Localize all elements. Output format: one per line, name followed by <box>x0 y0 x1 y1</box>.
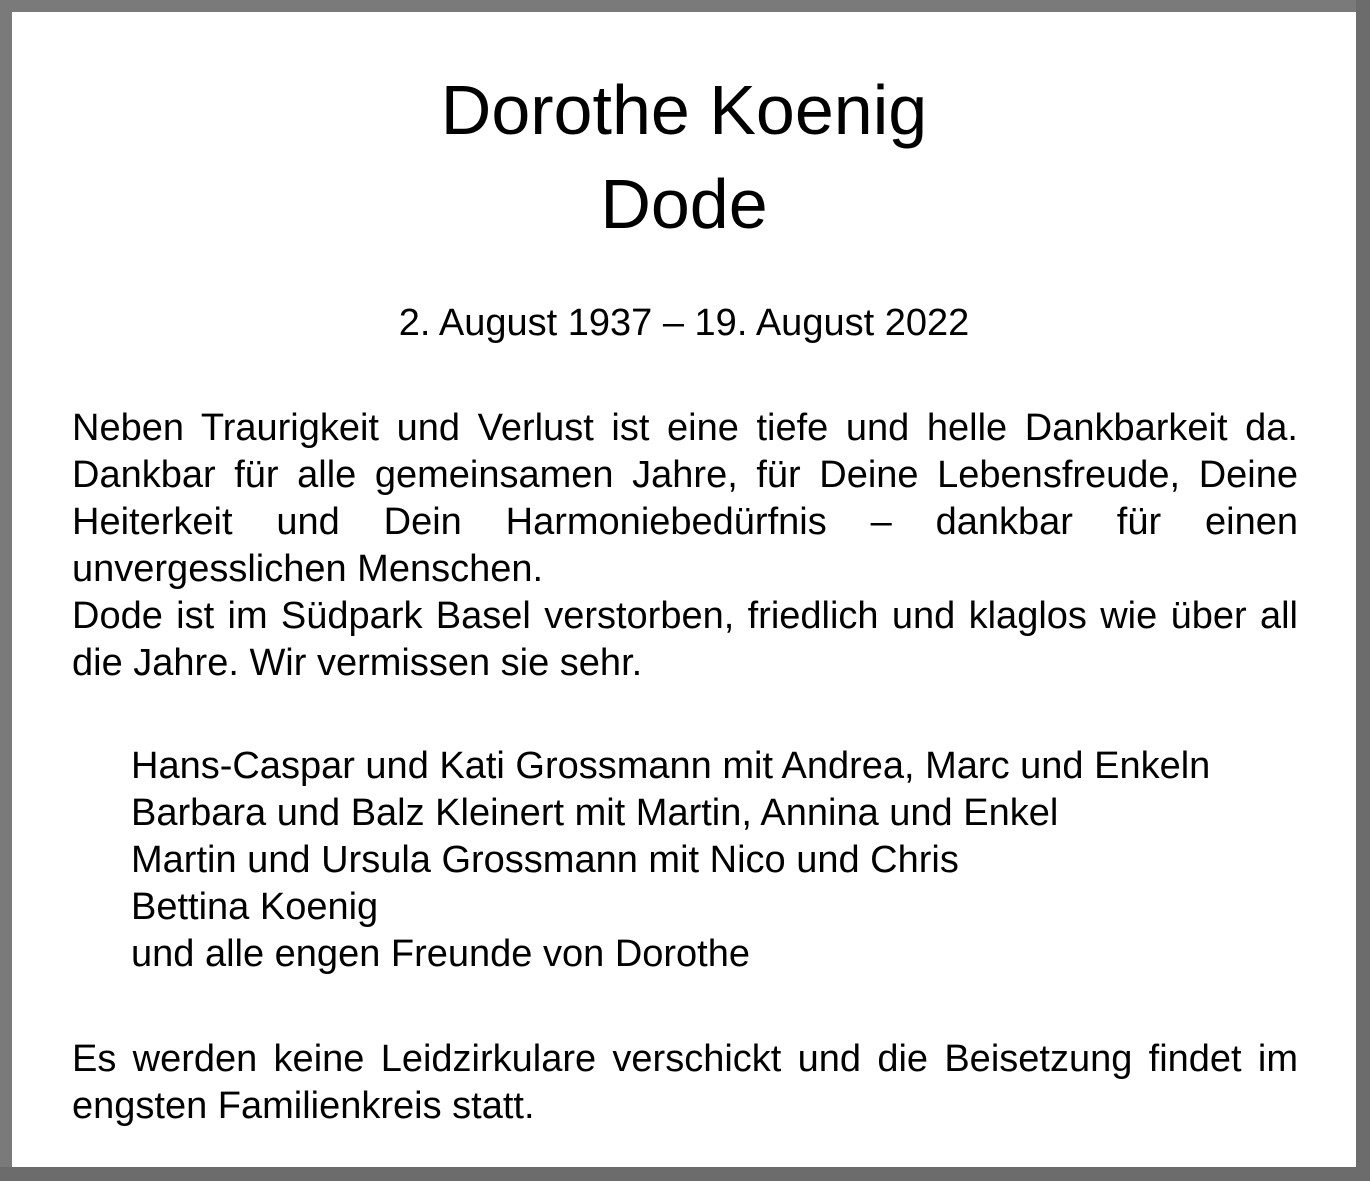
mourner-line: Martin und Ursula Grossmann mit Nico und Chris <box>131 839 959 881</box>
obituary-page <box>12 12 1356 1167</box>
mourner-line: Barbara und Balz Kleinert mit Martin, Annina und Enkel <box>131 792 1059 834</box>
mourner-line: Bettina Koenig <box>131 886 379 928</box>
frame-border-bottom <box>0 1167 1370 1181</box>
deceased-nickname: Dode <box>600 165 768 243</box>
passing-paragraph: Dode ist im Südpark Basel verstorben, friedlich und klaglos wie über all die Jahre. Wir vermissen sie sehr. <box>72 595 1298 684</box>
mourner-line: Hans-Caspar und Kati Grossmann mit Andrea, Marc und Enkeln <box>131 745 1211 787</box>
funeral-notice: Es werden keine Leidzirkulare verschickt und die Beisetzung findet im engsten Familienkreis statt. <box>72 1038 1298 1127</box>
gratitude-paragraph: Neben Traurigkeit und Verlust ist eine tiefe und helle Dankbarkeit da. Dankbar für alle gemeinsamen Jahre, für Deine Lebensfreude, Deine Heiterkeit und Dein Harmoniebedürfnis – dankbar für einen unvergesslichen Menschen. <box>72 407 1298 590</box>
life-dates: 2. August 1937 – 19. August 2022 <box>398 302 970 344</box>
mourner-line: und alle engen Freunde von Dorothe <box>131 933 751 975</box>
deceased-name: Dorothe Koenig <box>440 71 928 149</box>
mourners-list <box>131 743 1311 978</box>
frame-border-right <box>1356 0 1370 1181</box>
